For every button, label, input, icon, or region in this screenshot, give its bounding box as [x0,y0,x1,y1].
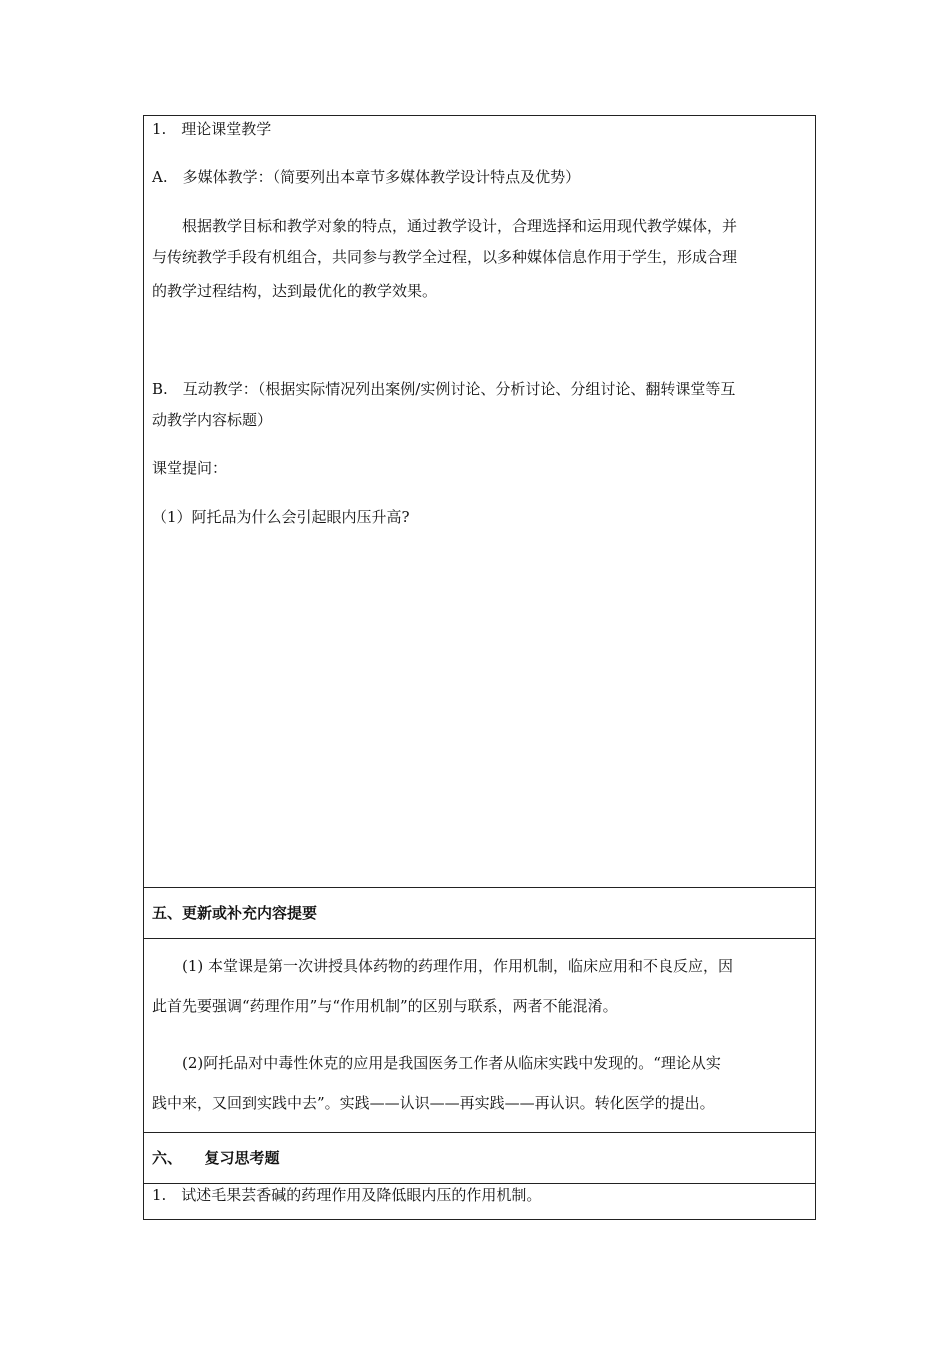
section6-content-cell [144,1183,815,1221]
item-theory-teaching: 1. 理论课堂教学 [152,120,272,138]
section6-heading-cell [144,1132,815,1183]
question-label: 课堂提问： [152,459,228,477]
section6-heading: 六、 复习思考题 [152,1149,280,1167]
question-1: （1）阿托品为什么会引起眼内压升高? [152,508,410,526]
multimedia-text-line-2: 与传统教学手段有机组合，共同参与教学全过程，以多种媒体信息作用于学生，形成合理 [152,248,738,266]
section5-p1-line-2: 此首先要强调“药理作用”与“作用机制”的区别与联系，两者不能混淆。 [152,997,618,1015]
review-question-1: 1. 试述毛果芸香碱的药理作用及降低眼内压的作用机制。 [152,1186,542,1204]
teaching-content-cell [144,116,815,887]
section5-p2-line-1: (2)阿托品对中毒性休克的应用是我国医务工作者从临床实践中发现的。“理论从实 [152,1054,721,1072]
section5-content-cell [144,938,815,1132]
interactive-title-line-1: B. 互动教学：（根据实际情况列出案例/实例讨论、分析讨论、分组讨论、翻转课堂等互 [152,380,736,398]
lesson-plan-table [143,115,816,1220]
section5-heading-cell [144,887,815,938]
interactive-title-line-2: 动教学内容标题） [152,411,273,429]
multimedia-title: A. 多媒体教学：（简要列出本章节多媒体教学设计特点及优势） [152,168,581,186]
section5-p1-line-1: (1) 本堂课是第一次讲授具体药物的药理作用，作用机制，临床应用和不良反应，因 [152,957,734,975]
multimedia-text-line-1: 根据教学目标和教学对象的特点，通过教学设计，合理选择和运用现代教学媒体，并 [152,217,738,235]
section5-p2-line-2: 践中来，又回到实践中去”。实践——认识——再实践——再认识。转化医学的提出。 [152,1094,715,1112]
section5-heading: 五、更新或补充内容提要 [152,904,318,922]
multimedia-text-line-3: 的教学过程结构，达到最优化的教学效果。 [152,282,438,300]
